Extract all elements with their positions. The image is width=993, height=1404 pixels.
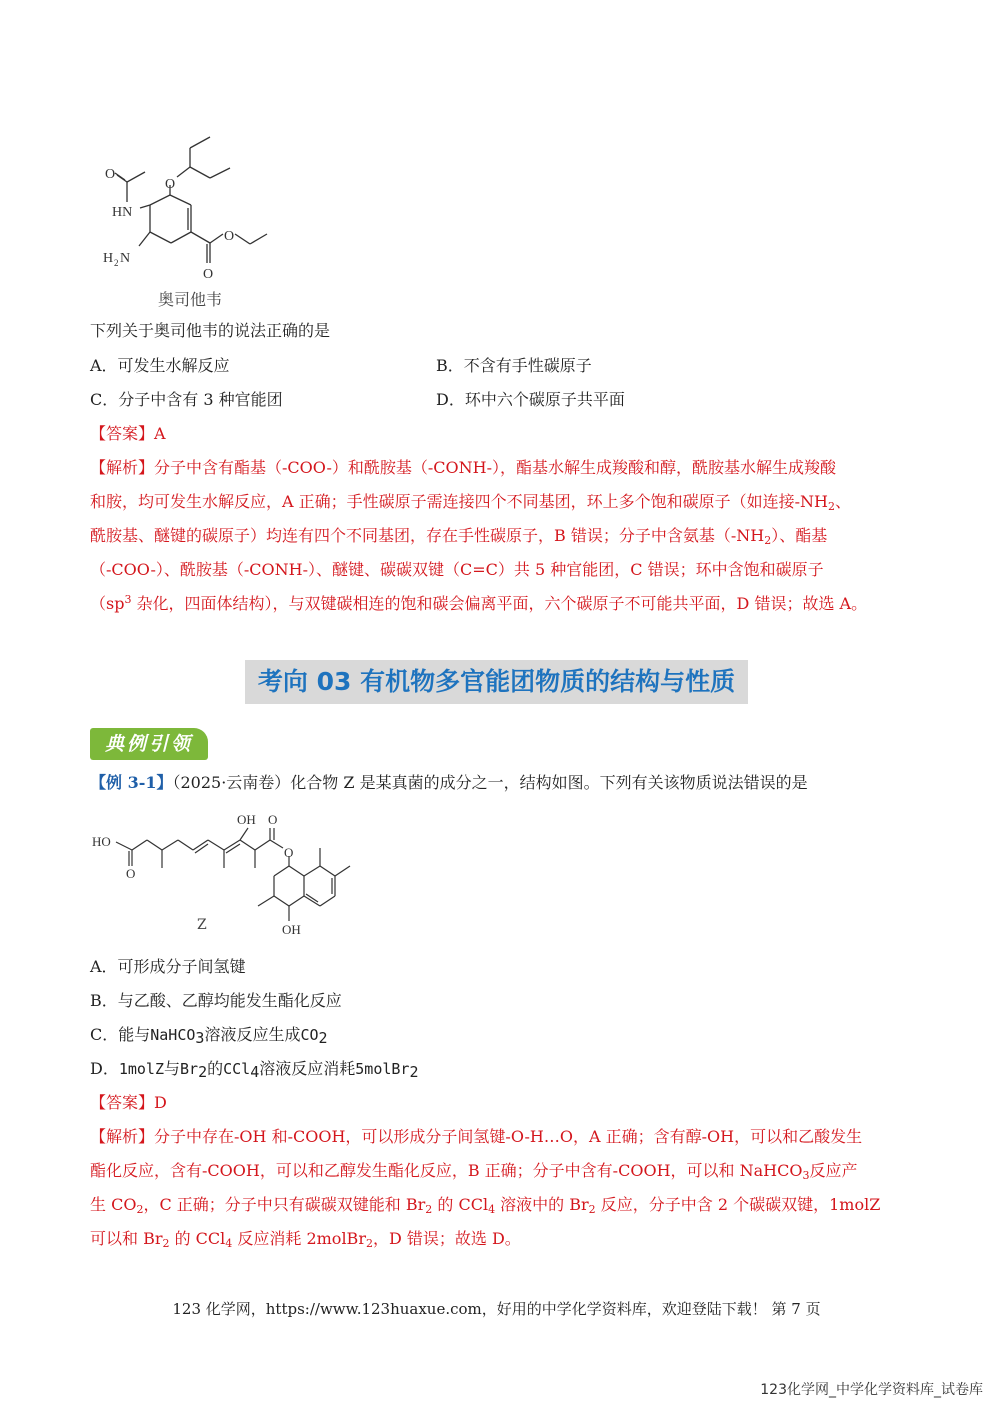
compound-z-structure [90, 808, 360, 938]
ester-o-label: O [224, 229, 235, 244]
hn-label: HN [112, 205, 133, 220]
q2-stem-line [90, 772, 808, 794]
z-oh-bottom-label: OH [282, 922, 301, 937]
z-ester-o1-label: O [268, 812, 278, 827]
q2-analysis-tag: 【解析】 [90, 1127, 155, 1146]
q2-option-d: D．1molZ与$Br_2$的CCl$_4$溶液反应消耗5molBr$_2$ [90, 1059, 419, 1081]
q2-option-a: A．可形成分子间氢键 [90, 957, 246, 976]
ester-carbonyl-o-label: O [203, 267, 214, 282]
q2-stem: （2025·云南卷）化合物 Z 是某真菌的成分之一，结构如图。下列有关该物质说法错误的是 [172, 773, 808, 792]
example-badge-text: 典例引领 [104, 733, 193, 755]
example-badge [90, 728, 208, 760]
acetyl-o-label: O [105, 167, 116, 182]
q1-option-a: A．可发生水解反应 [90, 356, 230, 375]
q2-answer: 【答案】D [90, 1093, 167, 1112]
q1-option-d: D．环中六个碳原子共平面 [436, 390, 625, 409]
q2-analysis-line-4: 可以和 $Br_2$ 的 CCl$_4$ 反应消耗 2molBr$_2$，D 错误；故选 D。 [90, 1229, 521, 1250]
q2-analysis-line-2: 酯化反应，含有-COOH，可以和乙醇发生酯化反应，B 正确；分子中含有-COOH，可以和 NaHCO$_3$反应产 [90, 1161, 858, 1182]
amine-n-label: N [120, 251, 131, 266]
z-acid-o-label: O [126, 866, 136, 881]
q1-option-b: B．不含有手性碳原子 [436, 356, 592, 375]
q1-analysis-line-3: 酰胺基、醚键的碳原子）均连有四个不同基团，存在手性碳原子，B 错误；分子中含氨基$(-NH_2)$、酯基 [90, 526, 828, 547]
z-oh-top-label: OH [237, 812, 256, 827]
z-ester-o2-label: O [284, 845, 294, 860]
q2-analysis-line-3: 生 $CO_2$，C 正确；分子中只有碳碳双键能和 $Br_2$ 的 CCl$_4$ 溶液中的 $Br_2$ 反应，分子中含 2 个碳碳双键，1molZ [90, 1195, 881, 1216]
q1-analysis-line-1: 【解析】分子中含有酯基（-COO-）和酰胺基（-CONH-），酯基水解生成羧酸和醇，酰胺基水解生成羧酸 [90, 458, 837, 477]
amine-h-label: H [103, 251, 114, 266]
q1-analysis-line-4: （-COO-）、酰胺基（-CONH-）、醚键、碳碳双键（C=C）共 5 种官能团，C 错误；环中含饱和碳原子 [90, 560, 824, 579]
oseltamivir-caption: 奥司他韦 [158, 290, 223, 309]
q1-analysis-line-2: 和胺，均可发生水解反应，A 正确；手性碳原子需连接四个不同基团，环上多个饱和碳原子（如连接$-NH_2$、 [90, 492, 852, 513]
ether-o-label: O [165, 177, 176, 192]
q1-analysis-tag: 【解析】 [90, 458, 155, 477]
section-title: 考向 03 有机物多官能团物质的结构与性质 [245, 660, 748, 704]
page-footer: 123 化学网，https://www.123huaxue.com，好用的中学化学资料库，欢迎登陆下载！ 第 7 页 [172, 1300, 821, 1318]
oseltamivir-structure [95, 120, 285, 282]
q1-analysis-line-5: （$sp^3$ 杂化，四面体结构），与双键碳相连的饱和碳会偏离平面，六个碳原子不可能共平面，D 错误；故选 A。 [90, 593, 868, 613]
q2-analysis-line-1: 【解析】分子中存在-OH 和-COOH，可以形成分子间氢键-O-H…O，A 正确；含有醇-OH，可以和乙酸发生 [90, 1127, 863, 1146]
q1-option-c: C．分子中含有 3 种官能团 [90, 390, 283, 409]
q2-option-c: C．能与NaHCO$_3$溶液反应生成$CO_2$ [90, 1025, 328, 1047]
site-watermark: 123化学网_中学化学资料库_试卷库 [760, 1382, 983, 1398]
amine-subscript: 2 [114, 258, 119, 268]
z-ho-label: HO [92, 834, 111, 849]
q2-tag: 【例 3-1】 [90, 773, 173, 792]
compound-z-caption: Z [197, 917, 207, 933]
q2-option-b: B．与乙酸、乙醇均能发生酯化反应 [90, 991, 342, 1010]
q1-stem: 下列关于奥司他韦的说法正确的是 [90, 321, 331, 340]
q1-answer: 【答案】A [90, 424, 166, 443]
